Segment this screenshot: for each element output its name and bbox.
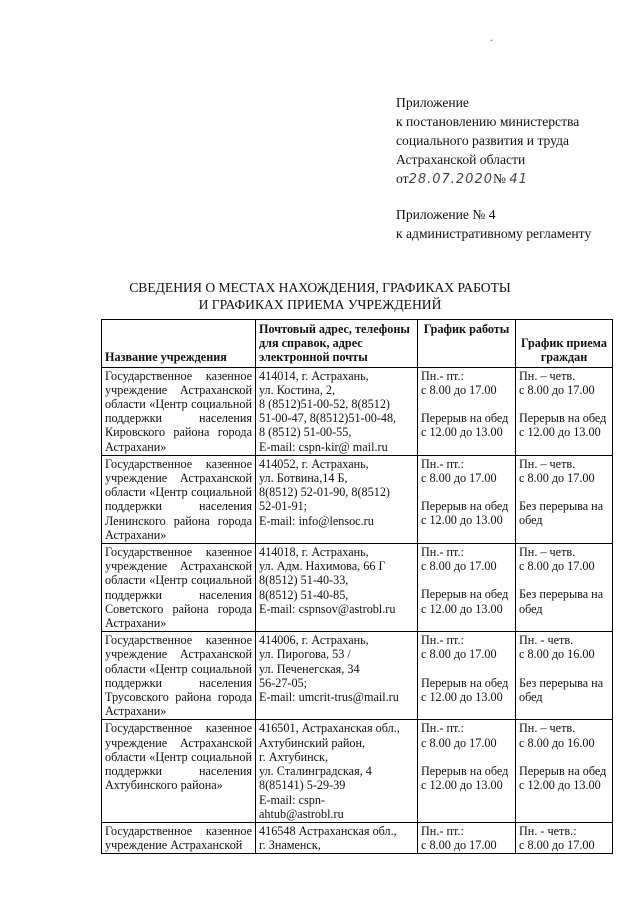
reception-schedule-line: с 8.00 до 16.00 (519, 647, 595, 662)
work-schedule (418, 632, 516, 720)
institution-address-line: 51-00-47, 8(8512)51-00-48, (259, 411, 397, 426)
institution-address-line: E-mail: cspnsov@astrobl.ru (259, 601, 396, 616)
institution-address-line: 414018, г. Астрахань, (259, 545, 369, 560)
institutions-table (101, 319, 613, 854)
header-address: Почтовый адрес, телефоны для справок, адрес электронной почты (256, 320, 418, 368)
institution-address-line: E-mail: cspn- (259, 792, 325, 807)
reception-schedule (516, 720, 613, 822)
work-schedule-line (421, 750, 512, 764)
work-schedule-line (421, 485, 512, 499)
institution-address-line: 414006, г. Астрахань, (259, 633, 369, 648)
work-schedule-line: Перерыв на обед (421, 411, 509, 426)
appendix-subtitle: к административному регламенту (396, 226, 592, 241)
reception-schedule-line: Без перерыва на (519, 675, 604, 690)
work-schedule-line: с 12.00 до 13.00 (421, 601, 503, 616)
header-reception-schedule: График приема граждан (516, 320, 613, 368)
institution-address-line: E-mail: umcrit-trus@mail.ru (259, 690, 399, 705)
institution-name: Государственное казенное учреждение Астраханской области «Центр социальной поддержки населения Советского района города Астрахани» (102, 544, 256, 632)
work-schedule-line: с 8.00 до 17.00 (421, 559, 497, 574)
institution-address-line: Ахтубинский район, (259, 735, 366, 750)
institution-address-line: г. Ахтубинск, (259, 749, 329, 764)
table-row (102, 632, 613, 720)
work-schedule-line: с 12.00 до 13.00 (421, 513, 503, 528)
institution-address-line: E-mail: info@lensoc.ru (259, 513, 374, 528)
reception-schedule (516, 632, 613, 720)
work-schedule-line: Перерыв на обед (421, 587, 509, 602)
institution-address-line: ул. Костина, 2, (259, 382, 336, 397)
institution-address-line: ahtub@astrobl.ru (259, 806, 344, 821)
reception-schedule-line: с 8.00 до 17.00 (519, 471, 595, 486)
work-schedule-line (421, 662, 512, 676)
reception-schedule (516, 455, 613, 543)
work-schedule-line: с 8.00 до 17.00 (421, 735, 497, 750)
table-row (102, 720, 613, 822)
institution-address-line: 8(8512) 52-01-90, 8(8512) (259, 485, 390, 500)
work-schedule-line (421, 397, 512, 411)
institution-address-line: 8 (8512)51-00-52, 8(8512) (259, 397, 390, 412)
table-body (102, 367, 613, 854)
institution-address-line: E-mail: cspn-kir@ mail.ru (259, 439, 388, 454)
reception-schedule-line: Перерыв на обед (519, 763, 607, 778)
reception-schedule-line: Без перерыва на (519, 499, 604, 514)
institution-address-line: 8(8512) 51-40-33, (259, 573, 349, 588)
reception-schedule-line: Пн. - четв.: (519, 823, 577, 838)
reception-schedule-line (519, 750, 609, 764)
work-schedule (418, 367, 516, 455)
work-schedule-line: с 12.00 до 13.00 (421, 778, 503, 793)
institution-address-line: 416548 Астраханская обл., (259, 823, 397, 838)
reception-schedule-line: Пн. – четв. (519, 721, 576, 736)
work-schedule-line: с 12.00 до 13.00 (421, 425, 503, 440)
institution-name: Государственное казенное учреждение Астраханской области «Центр социальной поддержки населения Кировского района города Астрахани» (102, 367, 256, 455)
work-schedule (418, 455, 516, 543)
reception-schedule-line: с 8.00 до 17.00 (519, 382, 595, 397)
institution-address (256, 822, 418, 853)
reception-schedule-line: Пн. - четв. (519, 633, 574, 648)
institution-address-line: 8(8512) 51-40-85, (259, 587, 349, 602)
institution-address-line: 8 (8512) 51-00-55, (259, 425, 352, 440)
work-schedule-line: Пн.- пт.: (421, 368, 464, 383)
institution-address-line: 52-01-91; (259, 499, 308, 514)
work-schedule (418, 822, 516, 853)
institution-address-line: 8(85141) 5-29-39 (259, 778, 346, 793)
reception-schedule (516, 544, 613, 632)
reception-schedule-line (519, 485, 609, 499)
reception-schedule-line: с 12.00 до 13.00 (519, 425, 601, 440)
header-name: Название учреждения (102, 320, 256, 368)
institution-address (256, 455, 418, 543)
reception-schedule-line: обед (519, 513, 543, 528)
reception-schedule-line: с 8.00 до 16.00 (519, 735, 595, 750)
institution-address-line: 414052, г. Астрахань, (259, 456, 369, 471)
header-line-3: социального развития и труда (396, 133, 570, 148)
institution-address (256, 720, 418, 822)
reception-schedule-line: Без перерыва на (519, 587, 604, 602)
work-schedule-line: с 12.00 до 13.00 (421, 689, 503, 704)
reception-schedule-line: с 8.00 до 17.00 (519, 559, 595, 574)
table-row (102, 822, 613, 853)
date-prefix: от (396, 171, 409, 186)
header-date-line (396, 169, 591, 189)
institution-address-line: 414014, г. Астрахань, (259, 368, 369, 383)
header-work-schedule: График работы (418, 320, 516, 368)
institution-name: Государственное казенное учреждение Астраханской области «Центр социальной поддержки населения Трусовского района города Астрахани» (102, 632, 256, 720)
document-title (100, 279, 540, 313)
appendix-title: Приложение № 4 (396, 207, 496, 222)
institution-name: Государственное казенное учреждение Астраханской (102, 822, 256, 853)
work-schedule-line: Пн.- пт.: (421, 823, 464, 838)
work-schedule-line: с 8.00 до 17.00 (421, 382, 497, 397)
reception-schedule-line: с 8.00 до 17.00 (519, 838, 595, 853)
work-schedule-line: Пн.- пт.: (421, 545, 464, 560)
reception-schedule-line (519, 662, 609, 676)
institution-address-line: ул. Адм. Нахимова, 66 Г (259, 559, 386, 574)
work-schedule-line: Пн.- пт.: (421, 456, 464, 471)
institution-address-line: г. Знаменск, (259, 838, 321, 853)
work-schedule-line (421, 573, 512, 587)
document-title-line-1: СВЕДЕНИЯ О МЕСТАХ НАХОЖДЕНИЯ, ГРАФИКАХ РАБОТЫ (129, 280, 511, 295)
institution-address (256, 632, 418, 720)
reception-schedule (516, 822, 613, 853)
reception-schedule-line: обед (519, 601, 543, 616)
document-title-line-2: И ГРАФИКАХ ПРИЕМА УЧРЕЖДЕНИЙ (198, 297, 442, 312)
header-line-2: к постановлению министерства (396, 114, 580, 129)
institution-address-line: ул. Ботвина,14 Б, (259, 471, 348, 486)
institution-address-line: 416501, Астраханская обл., (259, 721, 400, 736)
work-schedule-line: Пн.- пт.: (421, 633, 464, 648)
reception-schedule-line: обед (519, 689, 543, 704)
institution-address-line: ул. Пирогова, 53 / (259, 647, 351, 662)
handwritten-date: 28.07.2020 (408, 172, 493, 187)
work-schedule-line: Перерыв на обед (421, 675, 509, 690)
institution-address-line: ул. Сталинградская, 4 (259, 764, 372, 779)
table-row (102, 455, 613, 543)
table-header-row (102, 320, 613, 368)
work-schedule-line: с 8.00 до 17.00 (421, 838, 497, 853)
work-schedule-line: Перерыв на обед (421, 499, 509, 514)
table-row (102, 544, 613, 632)
work-schedule-line: с 8.00 до 17.00 (421, 647, 497, 662)
reception-schedule (516, 367, 613, 455)
handwritten-number: 41 (509, 172, 528, 187)
institution-name: Государственное казенное учреждение Астраханской области «Центр социальной поддержки населения Ленинского района города Астрахани» (102, 455, 256, 543)
reception-schedule-line: Пн. – четв. (519, 456, 576, 471)
institution-address (256, 367, 418, 455)
number-sign: № (493, 171, 506, 186)
institution-address-line: 56-27-05; (259, 675, 308, 690)
work-schedule (418, 544, 516, 632)
scan-speck: ˇ (490, 38, 493, 48)
institution-address (256, 544, 418, 632)
reception-schedule-line: Пн. – четв. (519, 368, 576, 383)
work-schedule-line: Пн.- пт.: (421, 721, 464, 736)
work-schedule-line: Перерыв на обед (421, 763, 509, 778)
institution-name: Государственное казенное учреждение Астраханской области «Центр социальной поддержки населения Ахтубинского района» (102, 720, 256, 822)
appendix-header (396, 93, 591, 243)
institution-address-line: ул. Печенегская, 34 (259, 661, 360, 676)
work-schedule (418, 720, 516, 822)
reception-schedule-line (519, 397, 609, 411)
reception-schedule-line: Пн. – четв. (519, 545, 576, 560)
work-schedule-line: с 8.00 до 17.00 (421, 471, 497, 486)
reception-schedule-line: с 12.00 до 13.00 (519, 778, 601, 793)
header-line-1: Приложение (396, 95, 469, 110)
reception-schedule-line: Перерыв на обед (519, 411, 607, 426)
table-row (102, 367, 613, 455)
reception-schedule-line (519, 573, 609, 587)
header-line-4: Астраханской области (396, 152, 526, 167)
